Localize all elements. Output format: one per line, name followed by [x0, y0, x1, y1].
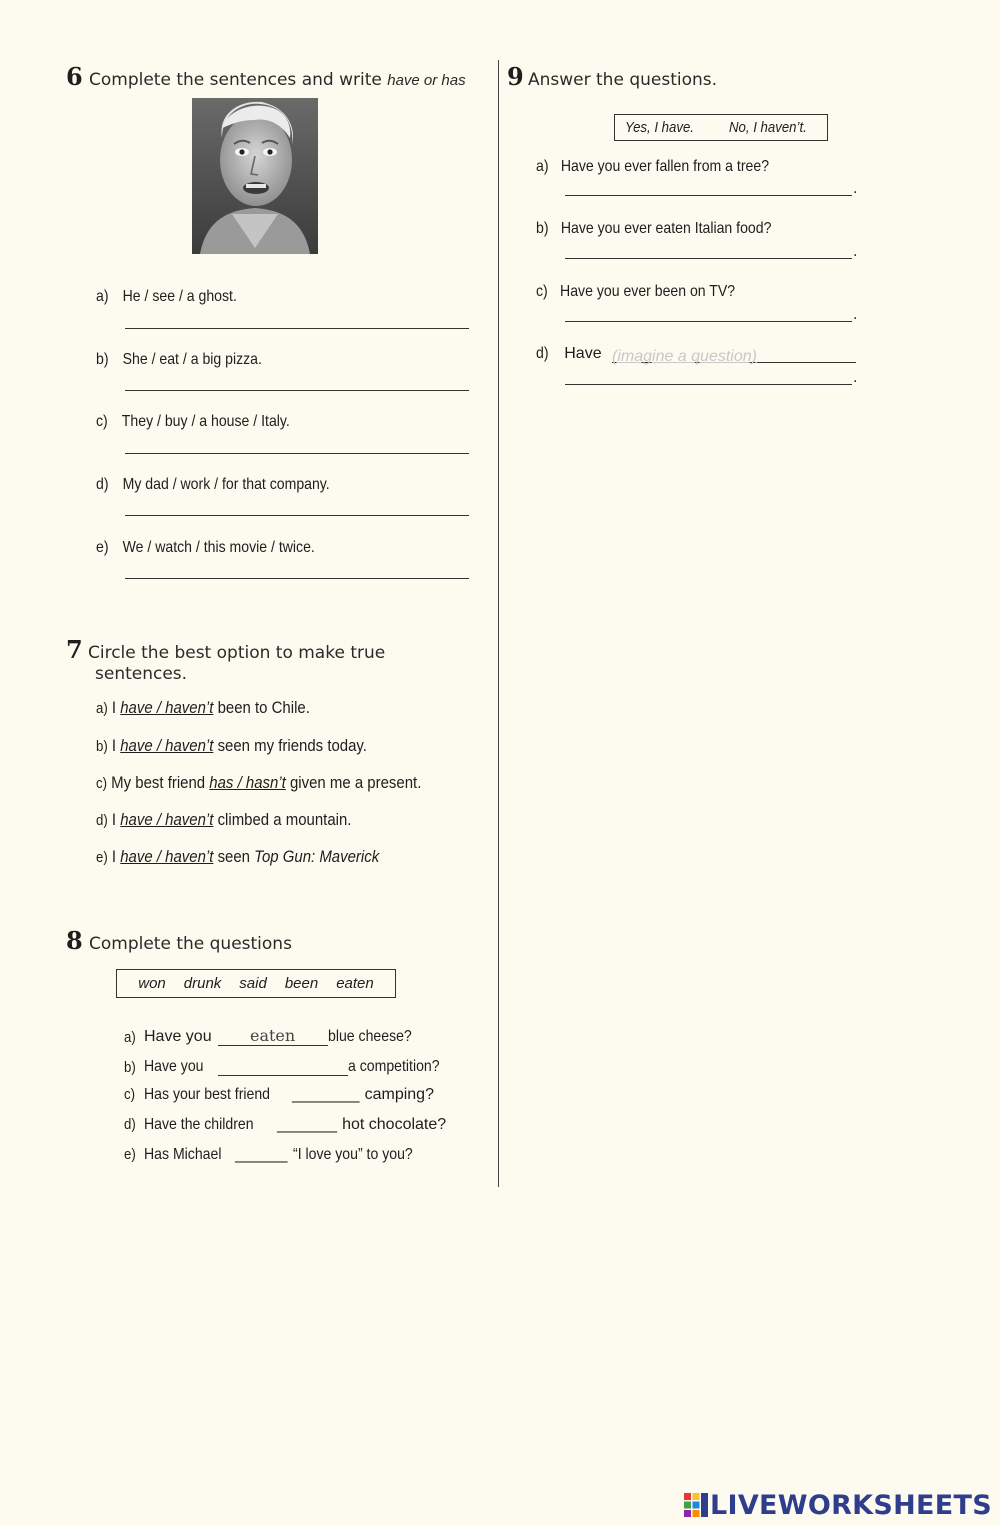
item-question: Have you ever fallen from a tree?: [560, 158, 770, 175]
item-post: “I love you” to you?: [292, 1146, 413, 1163]
word-bank-item: been: [284, 975, 319, 992]
item-letter: e): [96, 539, 109, 556]
word-bank-item: said: [239, 975, 267, 992]
item-letter: d): [536, 345, 549, 362]
liveworksheets-logo[interactable]: [684, 1491, 992, 1519]
section-6-title: [89, 70, 466, 90]
item-post: been to Chile.: [217, 698, 310, 717]
section-8-item-e: [124, 1144, 429, 1164]
liveworksheets-logo-icon: [684, 1493, 708, 1517]
section-9-item-c: [536, 283, 735, 301]
item-letter: a): [124, 1029, 136, 1046]
item-letter: c): [536, 283, 548, 300]
circle-option[interactable]: has / hasn’t: [209, 773, 286, 792]
section-8-item-b: [124, 1054, 452, 1076]
section-8-title: Complete the questions: [89, 934, 292, 954]
section-7-title-line2: sentences.: [95, 664, 188, 684]
answer-line-9a[interactable]: [565, 195, 852, 196]
section-7-item-c: [96, 773, 421, 793]
circle-option[interactable]: have / haven’t: [120, 810, 214, 829]
item-pre: I: [111, 736, 117, 755]
item-letter: b): [124, 1059, 136, 1076]
line-end-dot: .: [853, 181, 858, 197]
section-8-item-d: [124, 1114, 446, 1134]
answer-line-9c[interactable]: [565, 321, 852, 322]
item-letter: b): [96, 351, 109, 368]
item-pre: Have the children: [144, 1116, 254, 1133]
item-prompt: They / buy / a house / Italy.: [121, 413, 290, 430]
section-6-item-e: [96, 539, 345, 557]
item-pre: Have you: [144, 1028, 212, 1045]
blank-8c[interactable]: _________: [292, 1085, 360, 1103]
section-6-item-b: [96, 351, 285, 369]
item-letter: c): [96, 775, 107, 792]
item-post: seen my friends today.: [217, 736, 367, 755]
item-letter: c): [96, 413, 108, 430]
item-post: a competition?: [348, 1058, 440, 1075]
item-letter: d): [96, 476, 109, 493]
section-7-item-e: [96, 847, 379, 867]
answer-box-no: No, I haven’t.: [729, 119, 807, 136]
answer-input-8b[interactable]: [218, 1057, 348, 1076]
answer-line-6e[interactable]: [125, 578, 469, 579]
answer-box-yes: Yes, I have.: [624, 119, 694, 136]
item-letter: a): [96, 700, 108, 717]
item-question: Have: [564, 345, 602, 362]
blank-8d[interactable]: ________: [277, 1115, 337, 1133]
item-pre: Has your best friend: [144, 1086, 271, 1103]
section-6-item-d: [96, 476, 362, 494]
section-8-item-a: [124, 1024, 423, 1046]
line-end-dot: .: [853, 370, 858, 386]
item-letter: b): [536, 220, 549, 237]
answer-line-6b[interactable]: [125, 390, 469, 391]
item-letter: e): [96, 849, 108, 866]
elderly-man-portrait-icon: [192, 98, 318, 254]
item-post: climbed a mountain.: [217, 810, 352, 829]
line-end-dot: .: [853, 244, 858, 260]
blank-8e[interactable]: _______: [235, 1145, 288, 1163]
item-post: camping?: [364, 1086, 434, 1103]
section-8-number: 8: [66, 926, 83, 955]
section-7-item-d: [96, 810, 351, 830]
section-9-item-b: [536, 220, 771, 238]
item-post: seen: [217, 847, 251, 866]
question-placeholder: (imagine a question): [612, 348, 757, 365]
item-post-italic: Top Gun: Maverick: [254, 847, 380, 866]
item-pre: I: [111, 847, 117, 866]
item-question: Have you ever been on TV?: [560, 283, 736, 300]
section-7-item-a: [96, 698, 310, 718]
item-letter: e): [124, 1146, 136, 1163]
word-bank: [116, 969, 396, 998]
section-6-item-a: [96, 288, 256, 306]
item-prompt: My dad / work / for that company.: [122, 476, 330, 493]
item-post: hot chocolate?: [342, 1116, 447, 1133]
question-input-9d[interactable]: [612, 346, 856, 363]
item-pre: I: [111, 810, 117, 829]
section-6-number: 6: [66, 62, 83, 91]
item-letter: a): [536, 158, 549, 175]
item-letter: d): [96, 812, 108, 829]
section-9-item-d: [536, 345, 602, 363]
line-end-dot: .: [853, 307, 858, 323]
answer-line-6c[interactable]: [125, 453, 469, 454]
answer-box: [614, 114, 828, 141]
item-pre: My best friend: [111, 773, 206, 792]
item-letter: b): [96, 738, 108, 755]
word-bank-item: eaten: [336, 975, 374, 992]
item-post: given me a present.: [289, 773, 422, 792]
item-letter: a): [96, 288, 109, 305]
word-bank-item: won: [138, 975, 166, 992]
section-6-item-c: [96, 413, 316, 431]
column-divider: [498, 60, 499, 1187]
section-9-item-a: [536, 158, 769, 176]
item-prompt: She / eat / a big pizza.: [122, 351, 262, 368]
section-9-number: 9: [507, 62, 524, 91]
item-post: blue cheese?: [327, 1028, 412, 1045]
section-6-title-italic: have or has: [387, 72, 466, 89]
item-pre: Have you: [144, 1058, 204, 1075]
section-8-item-c: [124, 1084, 434, 1104]
item-letter: d): [124, 1116, 136, 1133]
answer-line-6a[interactable]: [125, 328, 469, 329]
section-7-number: 7: [66, 635, 83, 664]
word-bank-item: drunk: [183, 975, 222, 992]
circle-option[interactable]: have / haven’t: [120, 698, 214, 717]
section-6-title-text: Complete the sentences and write: [89, 70, 382, 90]
answer-line-6d[interactable]: [125, 515, 469, 516]
section-9-title: Answer the questions.: [528, 70, 718, 90]
item-pre: Has Michael: [144, 1146, 222, 1163]
item-pre: I: [111, 698, 117, 717]
answer-line-9d[interactable]: [565, 384, 852, 385]
section-7-item-b: [96, 736, 367, 756]
logo-text: LIVEWORKSHEETS: [709, 1489, 992, 1521]
item-prompt: He / see / a ghost.: [122, 288, 237, 305]
item-letter: c): [124, 1086, 135, 1103]
answer-line-9b[interactable]: [565, 258, 852, 259]
section-7-title-line1: Circle the best option to make true: [88, 643, 386, 663]
circle-option[interactable]: have / haven’t: [120, 736, 214, 755]
item-question: Have you ever eaten Italian food?: [560, 220, 772, 237]
answer-input-8a[interactable]: eaten: [218, 1026, 328, 1046]
item-prompt: We / watch / this movie / twice.: [122, 539, 315, 556]
circle-option[interactable]: have / haven’t: [120, 847, 214, 866]
